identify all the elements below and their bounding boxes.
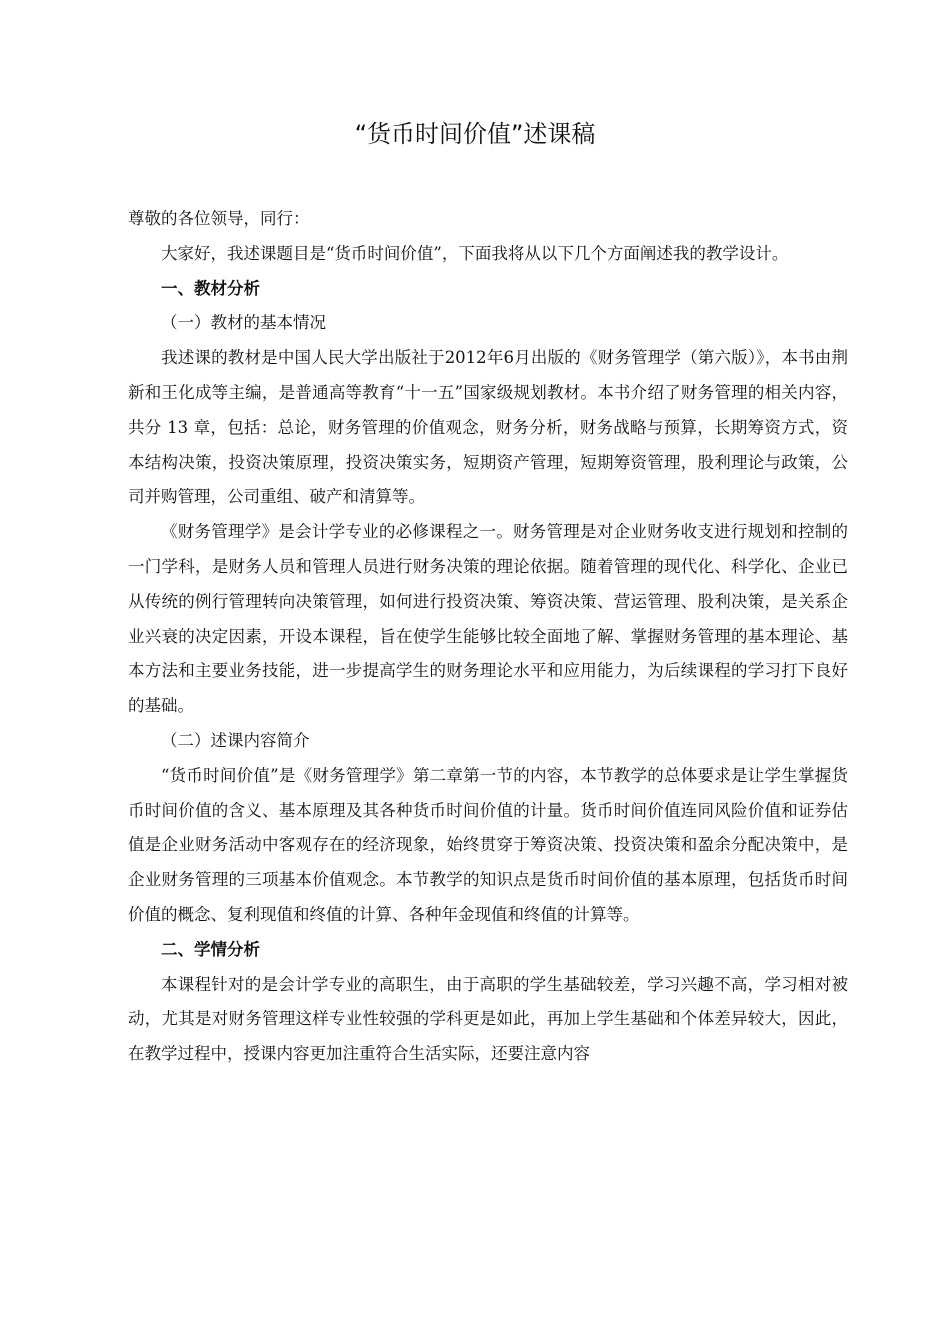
section-heading-textbook-analysis: 一、教材分析 (161, 278, 260, 298)
paragraph-textbook-intro: 我述课的教材是中国人民大学出版社于2012年6月出版的《财务管理学（第六版）》，本书由荆新和王化成等主编，是普通高等教育“十一五”国家级规划教材。本书介绍了财务管理的相关内容，共分 13 章，包括：总论，财务管理的价值观念，财务分析，财务战略与预算，长期筹资方式，资本结构决策，投资决策原理，投资决策实务，短期资产管理，短期筹资管理，股利理论与政策，公司并购管理，公司重组、破产和清算等。 (128, 348, 848, 507)
intro-paragraph: 大家好，我述课题目是“货币时间价值”，下面我将从以下几个方面阐述我的教学设计。 (161, 243, 789, 263)
paragraph-student-analysis: 本课程针对的是会计学专业的高职生，由于高职的学生基础较差，学习兴趣不高，学习相对被动，尤其是对财务管理这样专业性较强的学科更是如此，再加上学生基础和个体差异较大，因此，在教学过程中，授课内容更加注重符合生活实际，还要注意内容 (128, 974, 848, 1064)
paragraph-content-summary: “货币时间价值”是《财务管理学》第二章第一节的内容，本节教学的总体要求是让学生掌握货币时间价值的含义、基本原理及其各种货币时间价值的计量。货币时间价值连同风险价值和证券估值是企业财务活动中客观存在的经济现象，始终贯穿于筹资决策、投资决策和盈余分配决策中，是企业财务管理的三项基本价值观念。本节教学的知识点是货币时间价值的基本原理，包括货币时间价值的概念、复利现值和终值的计算、各种年金现值和终值的计算等。 (128, 765, 848, 924)
salutation: 尊敬的各位领导，同行： (128, 209, 310, 228)
document-body (128, 202, 848, 1072)
subsection-heading-basic-info: （一）教材的基本情况 (161, 313, 326, 333)
subsection-heading-content-summary: （二）述课内容简介 (161, 730, 310, 750)
document-title: “货币时间价值”述课稿 (354, 120, 596, 148)
section-heading-student-analysis: 二、学情分析 (161, 939, 260, 959)
paragraph-course-intro: 《财务管理学》是会计学专业的必修课程之一。财务管理是对企业财务收支进行规划和控制的一门学科，是财务人员和管理人员进行财务决策的理论依据。随着管理的现代化、科学化、企业已从传统的例行管理转向决策管理，如何进行投资决策、筹资决策、营运管理、股利决策，是关系企业兴衰的决定因素，开设本课程，旨在使学生能够比较全面地了解、掌握财务管理的基本理论、基本方法和主要业务技能，进一步提高学生的财务理论水平和应用能力，为后续课程的学习打下良好的基础。 (128, 522, 848, 716)
